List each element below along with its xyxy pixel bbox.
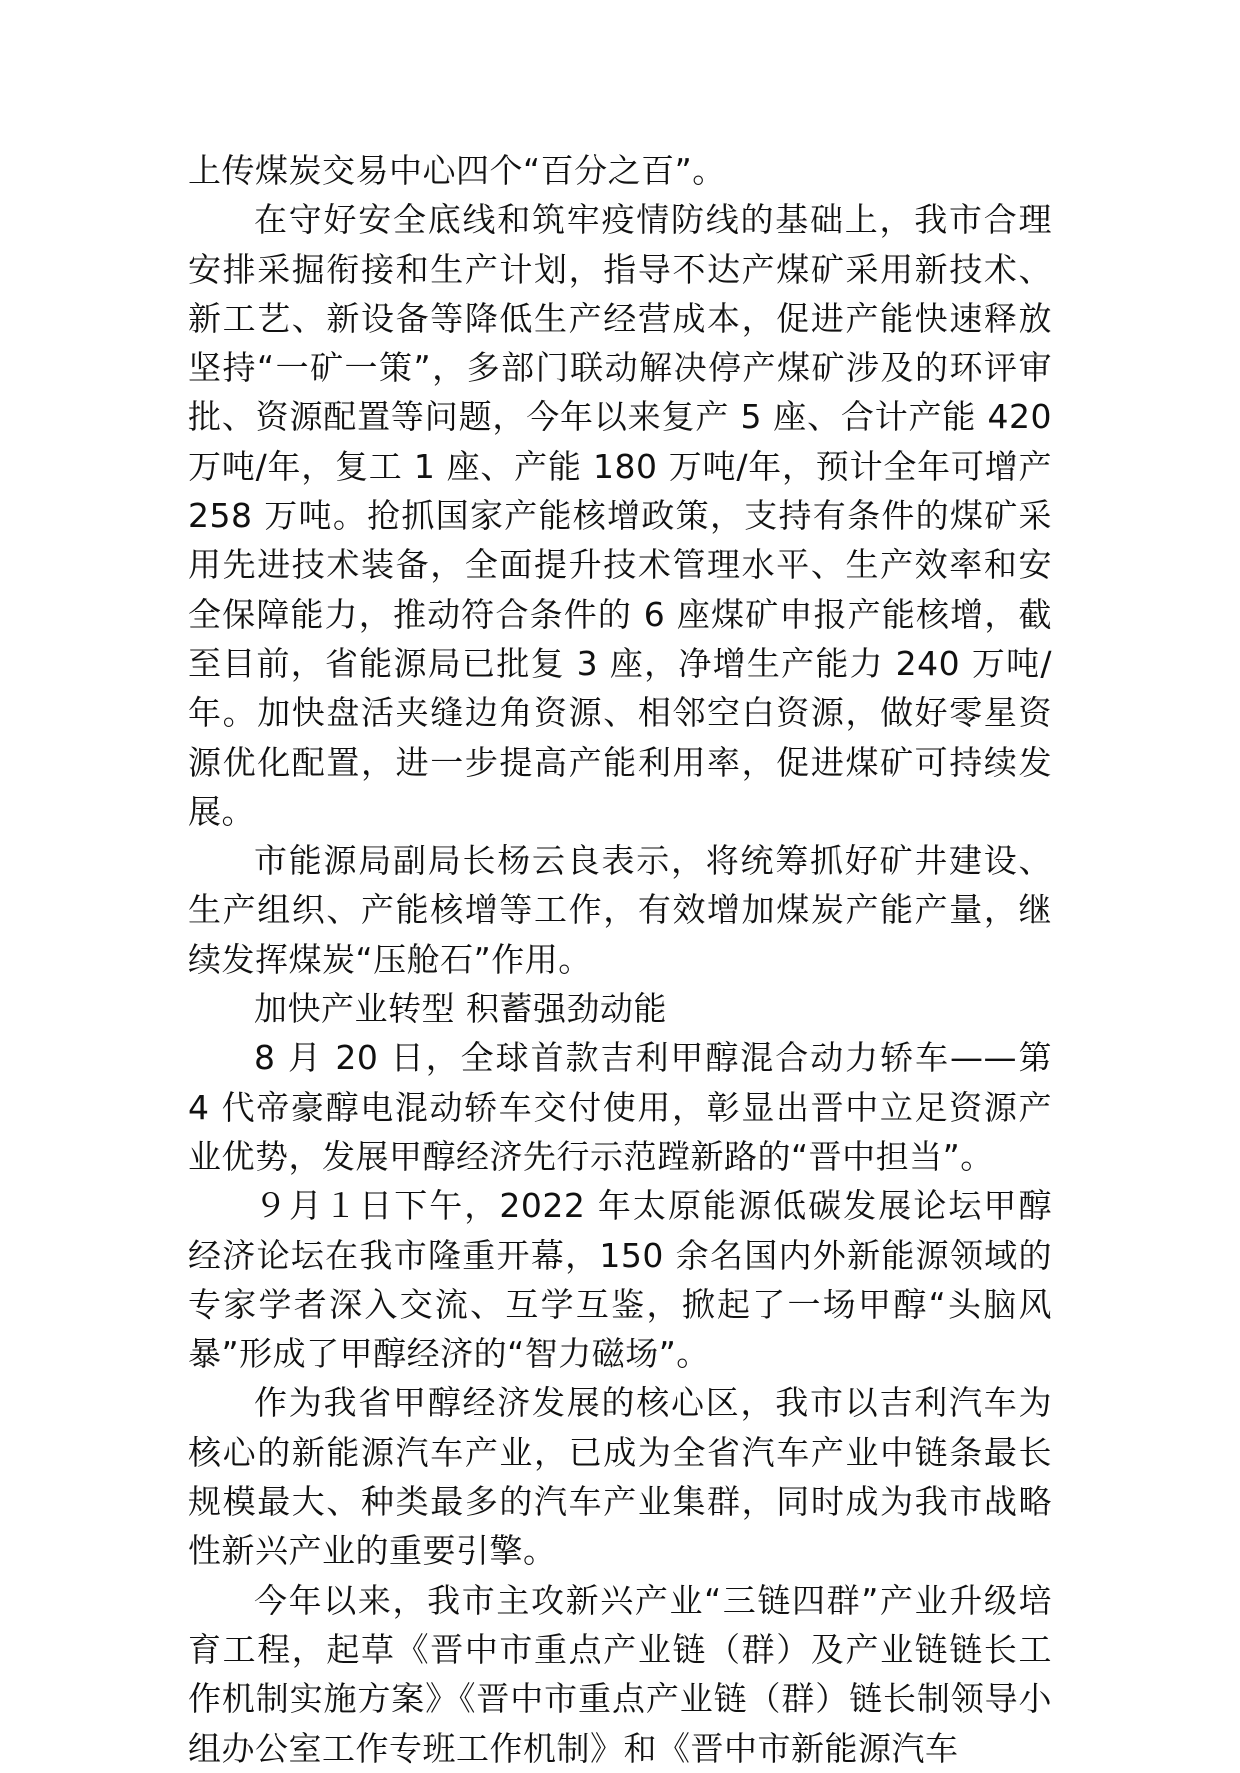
paragraph-3: 市能源局副局长杨云良表示，将统筹抓好矿井建设、生产组织、产能核增等工作，有效增加煤炭产能产量，继续发挥煤炭“压舱石”作用。 [188, 841, 1052, 979]
paragraph-2: 在守好安全底线和筑牢疫情防线的基础上，我市合理安排采掘衔接和生产计划，指导不达产煤矿采用新技术、新工艺、新设备等降低生产经营成本，促进产能快速释放坚持“一矿一策”，多部门联动解决停产煤矿涉及的环评审批、资源配置等问题，今年以来复产 5 座、合计产能 420 万吨/年，复工 1 座、产能 180 万吨/年，预计全年可增产 258 万吨。抢抓国家产能核增政策，支持有条件的煤矿采用先进技术装备，全面提升技术管理水平、生产效率和安全保障能力，推动符合条件的 6 座煤矿申报产能核增，截至目前，省能源局已批复 3 座，净增生产能力 240 万吨/年。加快盘活夹缝边角资源、相邻空白资源，做好零星资源优化配置，进一步提高产能利用率，促进煤矿可持续发展。 [188, 200, 1052, 831]
section-heading: 加快产业转型 积蓄强劲动能 [254, 989, 667, 1029]
paragraph-7: 今年以来，我市主攻新兴产业“三链四群”产业升级培育工程，起草《晋中市重点产业链（群）及产业链链长工作机制实施方案》《晋中市重点产业链（群）链长制领导小组办公室工作专班工作机制》和《晋中市新能源汽车 [188, 1580, 1052, 1768]
paragraph-5: ９月１日下午，2022 年太原能源低碳发展论坛甲醇经济论坛在我市隆重开幕，150 余名国内外新能源领域的专家学者深入交流、互学互鉴，掀起了一场甲醇“头脑风暴”形成了甲醇经济的“智力磁场”。 [188, 1186, 1052, 1374]
paragraph-4: 8 月 20 日，全球首款吉利甲醇混合动力轿车——第 4 代帝豪醇电混动轿车交付使用，彰显出晋中立足资源产业优势，发展甲醇经济先行示范蹚新路的“晋中担当”。 [188, 1038, 1052, 1176]
paragraph-1: 上传煤炭交易中心四个“百分之百”。 [188, 151, 726, 190]
paragraph-6: 作为我省甲醇经济发展的核心区，我市以吉利汽车为核心的新能源汽车产业，已成为全省汽车产业中链条最长规模最大、种类最多的汽车产业集群，同时成为我市战略性新兴产业的重要引擎。 [188, 1383, 1052, 1571]
document-page [188, 146, 1052, 1773]
